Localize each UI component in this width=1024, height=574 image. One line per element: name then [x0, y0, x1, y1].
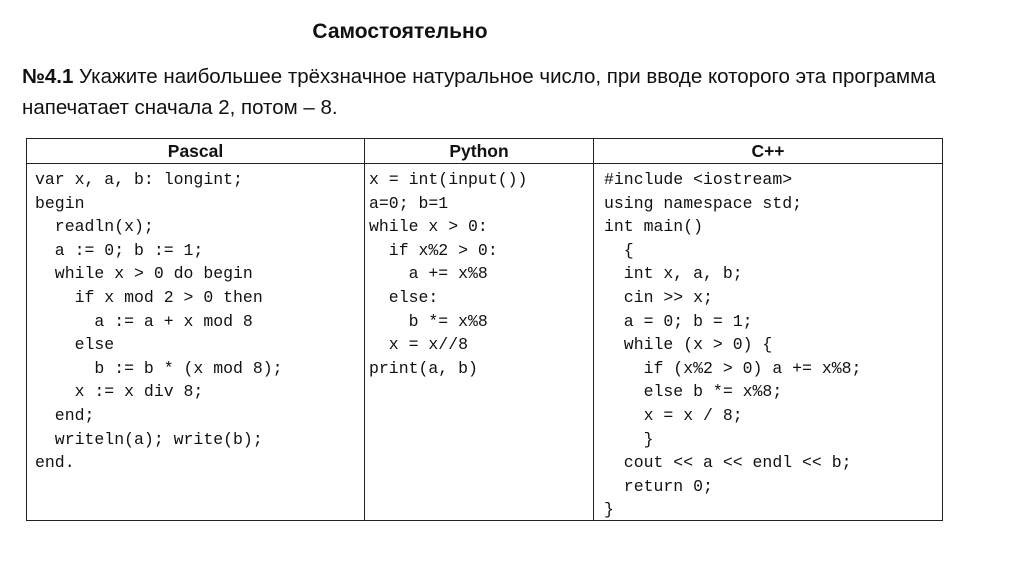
- slide-title: Самостоятельно: [312, 20, 488, 43]
- cpp-header: C++: [594, 139, 942, 164]
- task-number: №4.1: [22, 65, 74, 88]
- task-text: Укажите наибольшее трёхзначное натуральное число, при вводе которого эта программа напечатает сначала 2, потом – 8.: [22, 65, 936, 119]
- pascal-column: [27, 139, 364, 520]
- python-column: [364, 139, 593, 520]
- code-table: [26, 138, 943, 521]
- pascal-header: Pascal: [27, 139, 364, 164]
- task-statement: [22, 61, 982, 123]
- pascal-code: var x, a, b: longint; begin readln(x); a := 0; b := 1; while x > 0 do begin if x mod 2 > 0 then a := a + x mod 8 else b := b * (x mod 8); x := x div 8; end; writeln(a); write(b); end.: [35, 170, 283, 473]
- cpp-code: #include <iostream> using namespace std; int main() { int x, a, b; cin >> x; a = 0; b = 1; while (x > 0) { if (x%2 > 0) a += x%8; else b *= x%8; x = x / 8; } cout << a << endl << b; return 0; }: [604, 170, 862, 520]
- cpp-column: [593, 139, 942, 520]
- python-code: x = int(input()) a=0; b=1 while x > 0: if x%2 > 0: a += x%8 else: b *= x%8 x = x//8 print(a, b): [369, 170, 528, 378]
- python-header: Python: [365, 139, 593, 164]
